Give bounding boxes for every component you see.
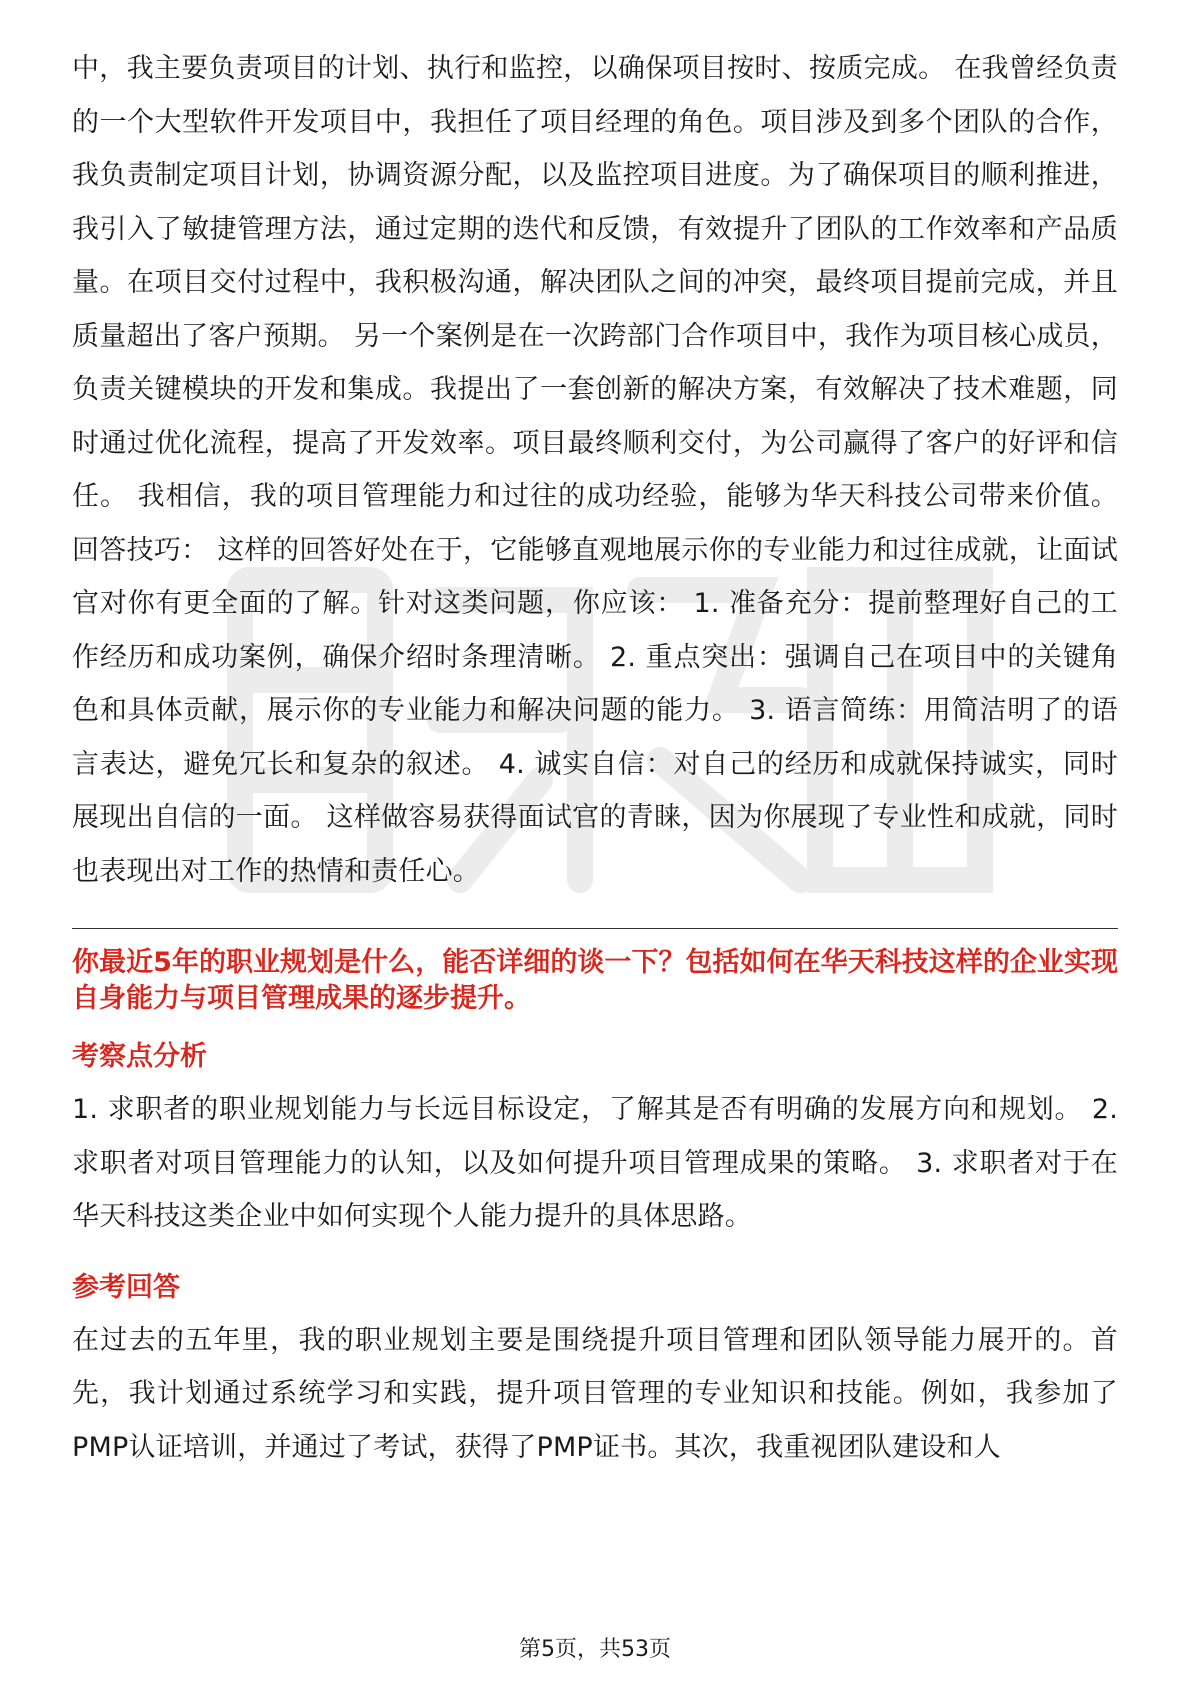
analysis-text: 1. 求职者的职业规划能力与长远目标设定，了解其是否有明确的发展方向和规划。 2. 求职者对项目管理能力的认知，以及如何提升项目管理成果的策略。 3. 求职者对于在华天科技这类企业中如何实现个人能力提升的具体思路。 [72,1094,1118,1232]
continued-paragraph: 中，我主要负责项目的计划、执行和监控，以确保项目按时、按质完成。 在我曾经负责的一个大型软件开发项目中，我担任了项目经理的角色。项目涉及到多个团队的合作，我负责制定项目计划，协调资源分配，以及监控项目进度。为了确保项目的顺利推进，我引入了敏捷管理方法，通过定期的迭代和反馈，有效提升了团队的工作效率和产品质量。在项目交付过程中，我积极沟通，解决团队之间的冲突，最终项目提前完成，并且质量超出了客户预期。 另一个案例是在一次跨部门合作项目中，我作为项目核心成员，负责关键模块的开发和集成。我提出了一套创新的解决方案，有效解决了技术难题，同时通过优化流程，提高了开发效率。项目最终顺利交付，为公司赢得了客户的好评和信任。 我相信，我的项目管理能力和过往的成功经验，能够为华天科技公司带来价值。 回答技巧： 这样的回答好处在于，它能够直观地展示你的专业能力和过往成就，让面试官对你有更全面的了解。针对这类问题，你应该： 1. 准备充分：提前整理好自己的工作经历和成功案例，确保介绍时条理清晰。 2. 重点突出：强调自己在项目中的关键角色和具体贡献，展示你的专业能力和解决问题的能力。 3. 语言简练：用简洁明了的语言表达，避免冗长和复杂的叙述。 4. 诚实自信：对自己的经历和成就保持诚实，同时展现出自信的一面。 这样做容易获得面试官的青睐，因为你展现了专业性和成就，同时也表现出对工作的热情和责任心。 [72,53,1118,887]
analysis-heading: 考察点分析 [72,1041,207,1072]
document-page [72,42,1118,1474]
answer-heading: 参考回答 [72,1271,180,1303]
answer-text: 在过去的五年里，我的职业规划主要是围绕提升项目管理和团队领导能力展开的。首先，我计划通过系统学习和实践，提升项目管理的专业知识和技能。例如，我参加了PMP认证培训，并通过了考试，获得了PMP证书。其次，我重视团队建设和人 [72,1324,1118,1463]
section-divider [72,928,1118,929]
interview-question: 你最近5年的职业规划是什么，能否详细的谈一下？包括如何在华天科技这样的企业实现自身能力与项目管理成果的逐步提升。 [72,947,1118,1014]
page-footer: 第5页，共53页 [519,1637,671,1662]
